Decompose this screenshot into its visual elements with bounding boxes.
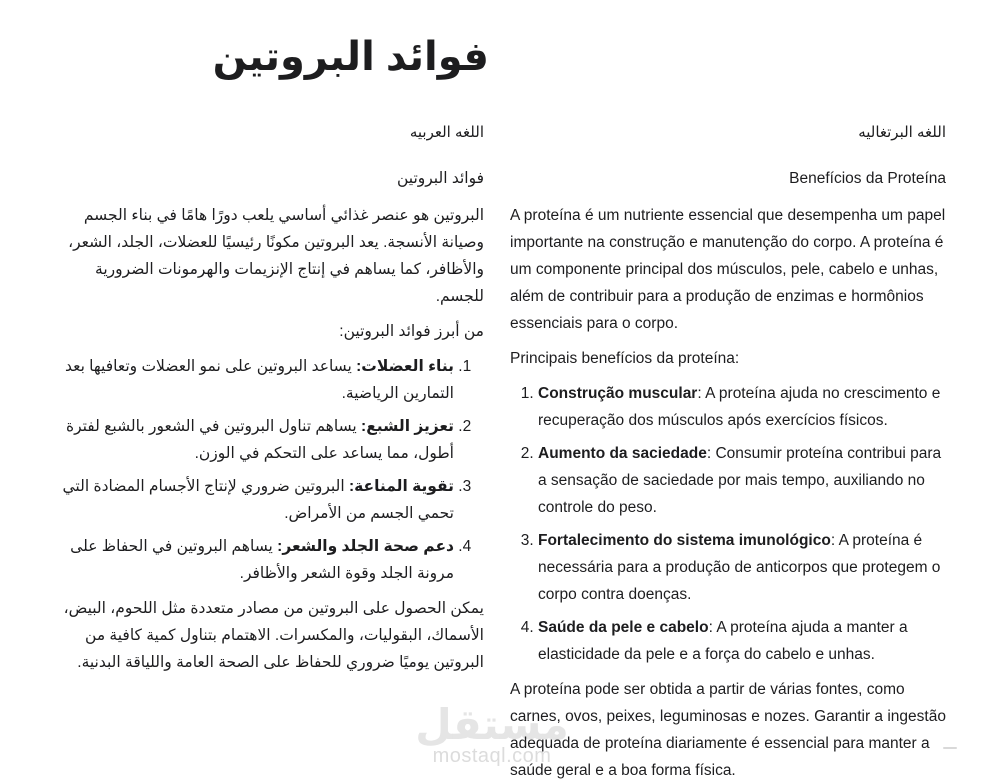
benefit-lead: Construção muscular	[538, 385, 698, 402]
benefit-lead: تقوية المناعة:	[348, 478, 454, 495]
portuguese-benefit-item-3	[538, 527, 946, 608]
benefit-text: : A proteína ajuda a manter a elasticidade da pele e a força do cabelo e unhas.	[538, 619, 908, 663]
portuguese-subtitle: Benefícios da Proteína	[789, 170, 946, 187]
document-title: فوائد البروتين	[212, 35, 489, 79]
benefit-text: البروتين ضروري لإنتاج الأجسام المضادة التي تحمي الجسم من الأمراض.	[62, 478, 454, 522]
arabic-benefit-item-2	[54, 413, 454, 467]
arabic-language-label: اللغه العربيه	[409, 124, 484, 141]
benefit-text: يساهم تناول البروتين في الشعور بالشبع لفترة أطول، مما يساعد على التحكم في الوزن.	[65, 418, 454, 462]
portuguese-intro-paragraph: A proteína é um nutriente essencial que desempenha um papel importante na construção e manutenção do corpo. A proteína é um componente principal dos músculos, pele, cabelo e unhas, além de contribuir para a produção de enzimas e hormônios essenciais para o corpo.	[510, 207, 946, 332]
portuguese-benefit-item-1	[538, 380, 946, 434]
arabic-outro-paragraph: يمكن الحصول على البروتين من مصادر متعددة مثل اللحوم، البيض، الأسماك، البقوليات، والمكسرات. الاهتمام بتناول كمية كافية من البروتين يوميًا ضروري للحفاظ على الصحة العامة واللياقة البدنية.	[63, 600, 484, 671]
portuguese-list-intro: Principais benefícios da proteína:	[510, 350, 740, 367]
portuguese-column	[510, 123, 946, 780]
benefit-lead: دعم صحة الجلد والشعر:	[277, 538, 454, 555]
portuguese-outro-paragraph: A proteína pode ser obtida a partir de várias fontes, como carnes, ovos, peixes, leguminosas e nozes. Garantir a ingestão adequada de proteína diariamente é essencial para manter a saúde geral e a boa forma física.	[510, 681, 946, 779]
arabic-list-intro: من أبرز فوائد البروتين:	[339, 323, 484, 340]
arabic-benefit-item-4	[54, 533, 454, 587]
mostaql-logo: مستقل	[415, 700, 569, 749]
arabic-column	[54, 123, 484, 684]
portuguese-benefits-list	[510, 380, 946, 668]
arabic-benefit-item-1	[54, 353, 454, 407]
benefit-lead: Aumento da saciedade	[538, 445, 707, 462]
benefit-lead: Saúde da pele e cabelo	[538, 619, 709, 636]
benefit-lead: تعزيز الشبع:	[361, 418, 454, 435]
arabic-subtitle: فوائد البروتين	[396, 170, 484, 187]
benefit-text: يساهم البروتين في الحفاظ على مرونة الجلد وقوة الشعر والأظافر.	[70, 538, 454, 582]
arabic-benefits-list	[54, 353, 484, 587]
arabic-intro-paragraph: البروتين هو عنصر غذائي أساسي يلعب دورًا هامًا في بناء الجسم وصيانة الأنسجة. يعد البروتين مكونًا رئيسيًا للعضلات، الجلد، الشعر، والأظافر، كما يساهم في إنتاج الإنزيمات والهرمونات الضرورية للجسم.	[68, 207, 484, 305]
benefit-text: : Consumir proteína contribui para a sensação de saciedade por mais tempo, auxiliando no controle do peso.	[538, 445, 942, 516]
benefit-lead: بناء العضلات:	[356, 358, 454, 375]
benefit-text: : A proteína ajuda no crescimento e recuperação dos músculos após exercícios físicos.	[538, 385, 941, 429]
portuguese-benefit-item-2	[538, 440, 946, 521]
portuguese-benefit-item-4	[538, 614, 946, 668]
portuguese-language-label: اللغه البرتغاليه	[858, 124, 946, 141]
benefit-lead: Fortalecimento do sistema imunológico	[538, 532, 831, 549]
mostaql-url-text: mostaql.com	[432, 745, 552, 767]
arabic-benefit-item-3	[54, 473, 454, 527]
benefit-text: : A proteína é necessária para a produção de anticorpos que protegem o corpo contra doenças.	[538, 532, 941, 603]
benefit-text: يساعد البروتين على نمو العضلات وتعافيها بعد التمارين الرياضية.	[64, 358, 454, 402]
